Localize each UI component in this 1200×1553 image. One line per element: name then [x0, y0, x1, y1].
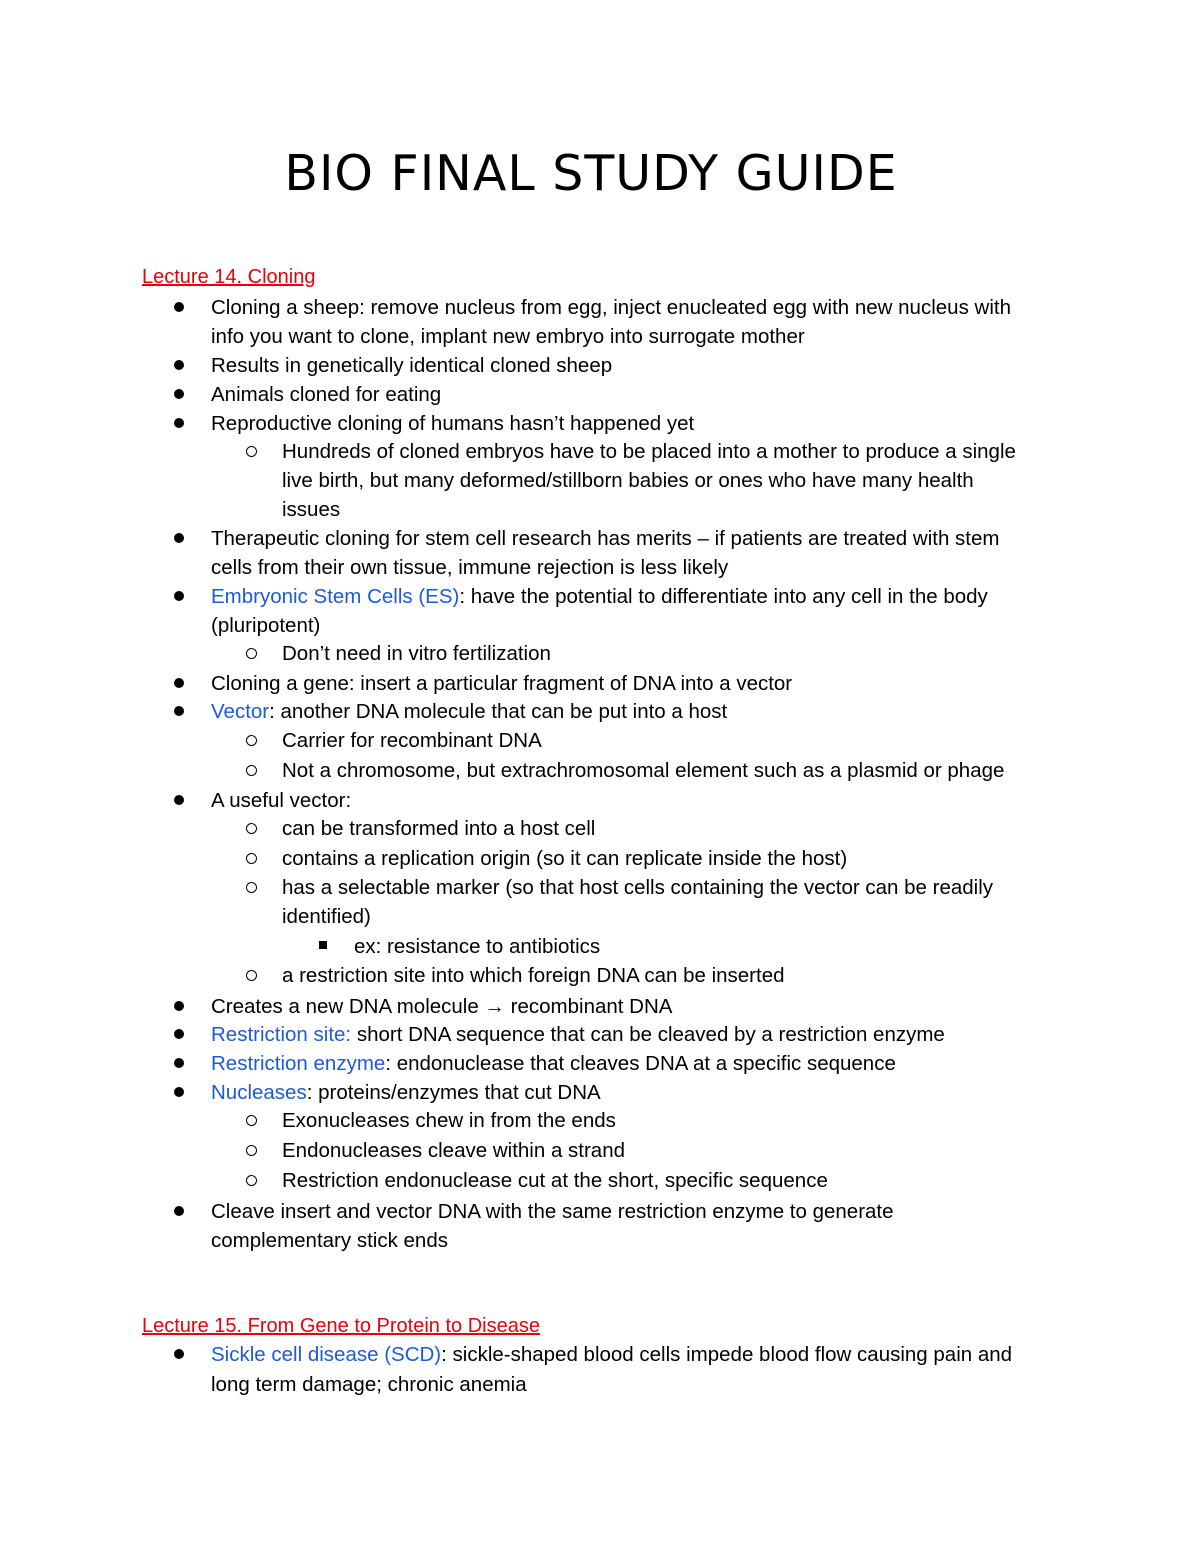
term-restriction-enzyme: Restriction enzyme: [211, 1052, 386, 1075]
sub-bullet: [246, 882, 257, 893]
sub-bullet: [246, 1115, 257, 1126]
list-item-text: Creates a new DNA molecule: [211, 995, 479, 1018]
list-item-continuation: complementary stick ends: [211, 1229, 448, 1252]
list-item: A useful vector:: [211, 789, 352, 812]
bullet: [174, 1206, 184, 1216]
sub-list-item: Don’t need in vitro fertilization: [282, 642, 551, 665]
arrow-right-icon: →: [484, 995, 505, 1018]
bullet: [174, 360, 184, 370]
bullet: [174, 1349, 184, 1359]
definition-text: short DNA sequence that can be cleaved by a restriction enzyme: [351, 1023, 945, 1046]
sub-sub-list-item: ex: resistance to antibiotics: [354, 935, 601, 958]
sub-list-item-continuation: identified): [282, 905, 371, 928]
sub-list-item: Exonucleases chew in from the ends: [282, 1109, 616, 1132]
bullet: [174, 795, 184, 805]
sub-list-item-continuation: issues: [282, 498, 341, 521]
list-item-continuation: info you want to clone, implant new embryo into surrogate mother: [211, 325, 805, 348]
sub-list-item: Not a chromosome, but extrachromosomal element such as a plasmid or phage: [282, 759, 1005, 782]
bullet: [174, 1029, 184, 1039]
definition-text: : sickle-shaped blood cells impede blood flow causing pain and: [441, 1343, 1013, 1366]
bullet: [174, 1058, 184, 1068]
square-bullet: [319, 941, 327, 949]
sub-bullet: [246, 1145, 257, 1156]
bullet: [174, 1087, 184, 1097]
sub-list-item-continuation: live birth, but many deformed/stillborn babies or ones who have many health: [282, 469, 974, 492]
list-item: Therapeutic cloning for stem cell research has merits – if patients are treated with stem: [211, 527, 1000, 550]
definition-text: : have the potential to differentiate into any cell in the body: [459, 585, 988, 608]
sub-bullet: [246, 823, 257, 834]
list-item: Cleave insert and vector DNA with the same restriction enzyme to generate: [211, 1200, 894, 1223]
list-item-continuation: (pluripotent): [211, 614, 321, 637]
list-item: [211, 992, 672, 1021]
sub-list-item: Restriction endonuclease cut at the short, specific sequence: [282, 1169, 828, 1192]
sub-bullet: [246, 1175, 257, 1186]
bullet: [174, 678, 184, 688]
list-item-text: recombinant DNA: [510, 995, 673, 1018]
term-vector: Vector: [211, 700, 270, 723]
bullet: [174, 302, 184, 312]
term-nucleases: Nucleases: [211, 1081, 307, 1104]
list-item: [211, 1078, 601, 1107]
list-item: [211, 582, 988, 611]
bullet: [174, 389, 184, 399]
sub-list-item: can be transformed into a host cell: [282, 817, 596, 840]
bullet: [174, 533, 184, 543]
definition-text: : proteins/enzymes that cut DNA: [306, 1081, 601, 1104]
sub-bullet: [246, 765, 257, 776]
bullet: [174, 706, 184, 716]
bullet: [174, 591, 184, 601]
section-heading-gene-to-disease: Lecture 15. From Gene to Protein to Disease: [142, 1315, 540, 1337]
list-item-continuation: long term damage; chronic anemia: [211, 1373, 527, 1396]
page-title: BIO FINAL STUDY GUIDE: [284, 145, 898, 202]
bullet: [174, 418, 184, 428]
list-item: [211, 1020, 945, 1049]
sub-list-item: contains a replication origin (so it can replicate inside the host): [282, 847, 848, 870]
sub-bullet: [246, 446, 257, 457]
list-item: [211, 1340, 1012, 1369]
sub-bullet: [246, 735, 257, 746]
sub-list-item: Hundreds of cloned embryos have to be placed into a mother to produce a single: [282, 440, 1016, 463]
list-item: Cloning a sheep: remove nucleus from egg, inject enucleated egg with new nucleus with: [211, 296, 1011, 319]
list-item: Reproductive cloning of humans hasn’t happened yet: [211, 412, 695, 435]
list-item: Cloning a gene: insert a particular fragment of DNA into a vector: [211, 672, 793, 695]
term-sickle-cell-disease: Sickle cell disease (SCD): [211, 1343, 442, 1366]
section-heading-cloning: Lecture 14. Cloning: [142, 266, 316, 288]
list-item: [211, 697, 727, 726]
term-embryonic-stem-cells: Embryonic Stem Cells (ES): [211, 585, 460, 608]
sub-list-item: Carrier for recombinant DNA: [282, 729, 542, 752]
sub-list-item: a restriction site into which foreign DNA can be inserted: [282, 964, 785, 987]
sub-bullet: [246, 970, 257, 981]
sub-bullet: [246, 648, 257, 659]
list-item: Results in genetically identical cloned sheep: [211, 354, 613, 377]
term-restriction-site: Restriction site:: [211, 1023, 352, 1046]
sub-bullet: [246, 853, 257, 864]
definition-text: : another DNA molecule that can be put into a host: [269, 700, 728, 723]
list-item: [211, 1049, 896, 1078]
list-item: Animals cloned for eating: [211, 383, 442, 406]
sub-list-item: Endonucleases cleave within a strand: [282, 1139, 626, 1162]
definition-text: : endonuclease that cleaves DNA at a specific sequence: [385, 1052, 896, 1075]
sub-list-item: has a selectable marker (so that host cells containing the vector can be readily: [282, 876, 994, 899]
list-item-continuation: cells from their own tissue, immune rejection is less likely: [211, 556, 729, 579]
bullet: [174, 1001, 184, 1011]
